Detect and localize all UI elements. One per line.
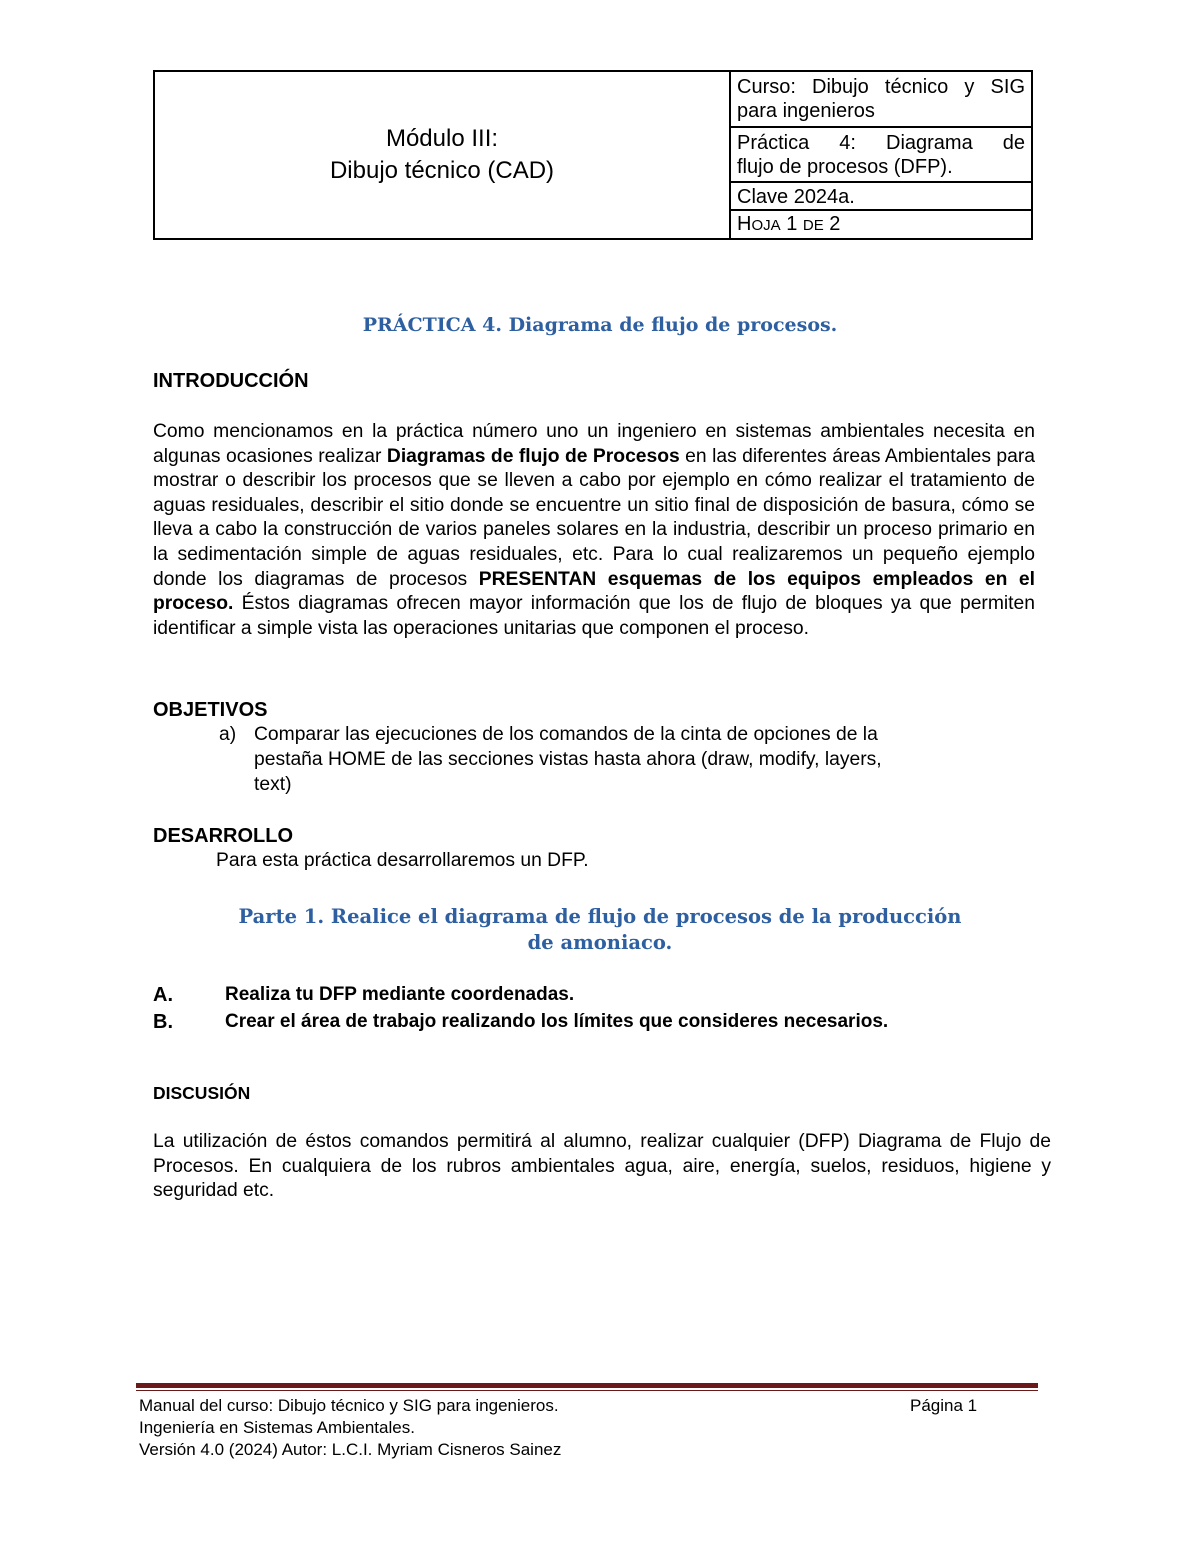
discussion-heading: DISCUSIÓN xyxy=(153,1083,251,1103)
footer-rule xyxy=(136,1383,1038,1388)
sheet-total: 2 xyxy=(823,213,841,235)
part1-title-line1: Parte 1. Realice el diagrama de flujo de procesos de la producción xyxy=(238,905,962,928)
sheet-text xyxy=(737,212,1025,238)
item-letter: B. xyxy=(153,1011,173,1033)
footer-page-number: Página 1 xyxy=(910,1396,978,1415)
objective-line2: pestaña HOME de las secciones vistas hasta ahora (draw, modify, layers, xyxy=(254,749,882,770)
practice-title: PRÁCTICA 4. Diagrama de flujo de procesos. xyxy=(362,314,838,336)
objective-line3: text) xyxy=(254,774,292,795)
objectives-heading: OBJETIVOS xyxy=(153,699,268,721)
sheet-number: 1 xyxy=(780,213,803,235)
part1-title-line2: de amoniaco. xyxy=(527,931,673,954)
course-cell xyxy=(730,71,1032,127)
header-table xyxy=(153,70,1033,240)
footer-line1: Manual del curso: Dibujo técnico y SIG para ingenieros. xyxy=(139,1396,559,1415)
footer-line2: Ingeniería en Sistemas Ambientales. xyxy=(139,1418,415,1437)
course-line2: para ingenieros xyxy=(737,100,875,122)
item-text: Crear el área de trabajo realizando los límites que consideres necesarios. xyxy=(225,1011,889,1032)
intro-bold-1: Diagramas de flujo de Procesos xyxy=(386,445,680,467)
sheet-oja: OJA xyxy=(751,217,781,234)
module-line2: Dibujo técnico (CAD) xyxy=(329,157,555,184)
discussion-text: La utilización de éstos comandos permitirá al alumno, realizar cualquier (DFP) Diagrama de Flujo de Procesos. En cualquiera de los rubros ambientales agua, aire, energía, suelos, residuos, higiene y seguridad etc. xyxy=(153,1131,1051,1202)
practice-line2: flujo de procesos (DFP). xyxy=(737,156,953,178)
objective-line1: Comparar las ejecuciones de los comandos de la cinta de opciones de la xyxy=(254,724,878,745)
footer-rule-thin xyxy=(136,1390,1038,1391)
module-cell xyxy=(154,71,730,239)
intro-heading: INTRODUCCIÓN xyxy=(153,370,309,392)
objective-marker: a) xyxy=(219,724,237,745)
footer-line3: Versión 4.0 (2024) Autor: L.C.I. Myriam Cisneros Sainez xyxy=(139,1440,562,1459)
course-line1: Curso: Dibujo técnico y SIG xyxy=(737,76,1025,98)
sheet-h: H xyxy=(737,213,752,235)
development-text: Para esta práctica desarrollaremos un DFP. xyxy=(216,850,589,871)
item-text: Realiza tu DFP mediante coordenadas. xyxy=(225,984,575,1005)
sheet-de: DE xyxy=(802,217,824,234)
practice-line1: Práctica 4: Diagrama de xyxy=(737,132,1025,154)
intro-text-3: Éstos diagramas ofrecen mayor información que los de flujo de bloques ya que permiten identificar a simple vista las operaciones unitarias que componen el proceso. xyxy=(153,593,1035,639)
intro-bold-2: PRESENTAN esquemas de los equipos empleados en el proceso. xyxy=(153,568,1035,615)
item-letter: A. xyxy=(153,984,173,1006)
practice-cell xyxy=(730,127,1032,182)
development-heading: DESARROLLO xyxy=(153,825,293,847)
intro-paragraph xyxy=(153,420,1035,641)
sheet-cell xyxy=(730,210,1032,239)
intro-text-1: Como mencionamos en la práctica número uno un ingeniero en sistemas ambientales necesita en algunas ocasiones realizar xyxy=(153,421,1035,467)
intro-text-2: en las diferentes áreas Ambientales para mostrar o describir los procesos que se lleven a cabo por ejemplo en cómo realizar el tratamiento de aguas residuales, describir el sitio donde se encuentre un sitio final de disposición de basura, cómo se lleva a cabo la construcción de varios paneles solares en la industria, describir un proceso primario en la sedimentación simple de aguas residuales, etc. Para lo cual realizaremos un pequeño ejemplo donde los diagramas de procesos xyxy=(153,445,1035,590)
part1-title xyxy=(230,904,970,956)
module-line1: Módulo III: xyxy=(385,125,499,152)
key-cell xyxy=(730,182,1032,210)
key-text: Clave 2024a. xyxy=(737,186,855,208)
